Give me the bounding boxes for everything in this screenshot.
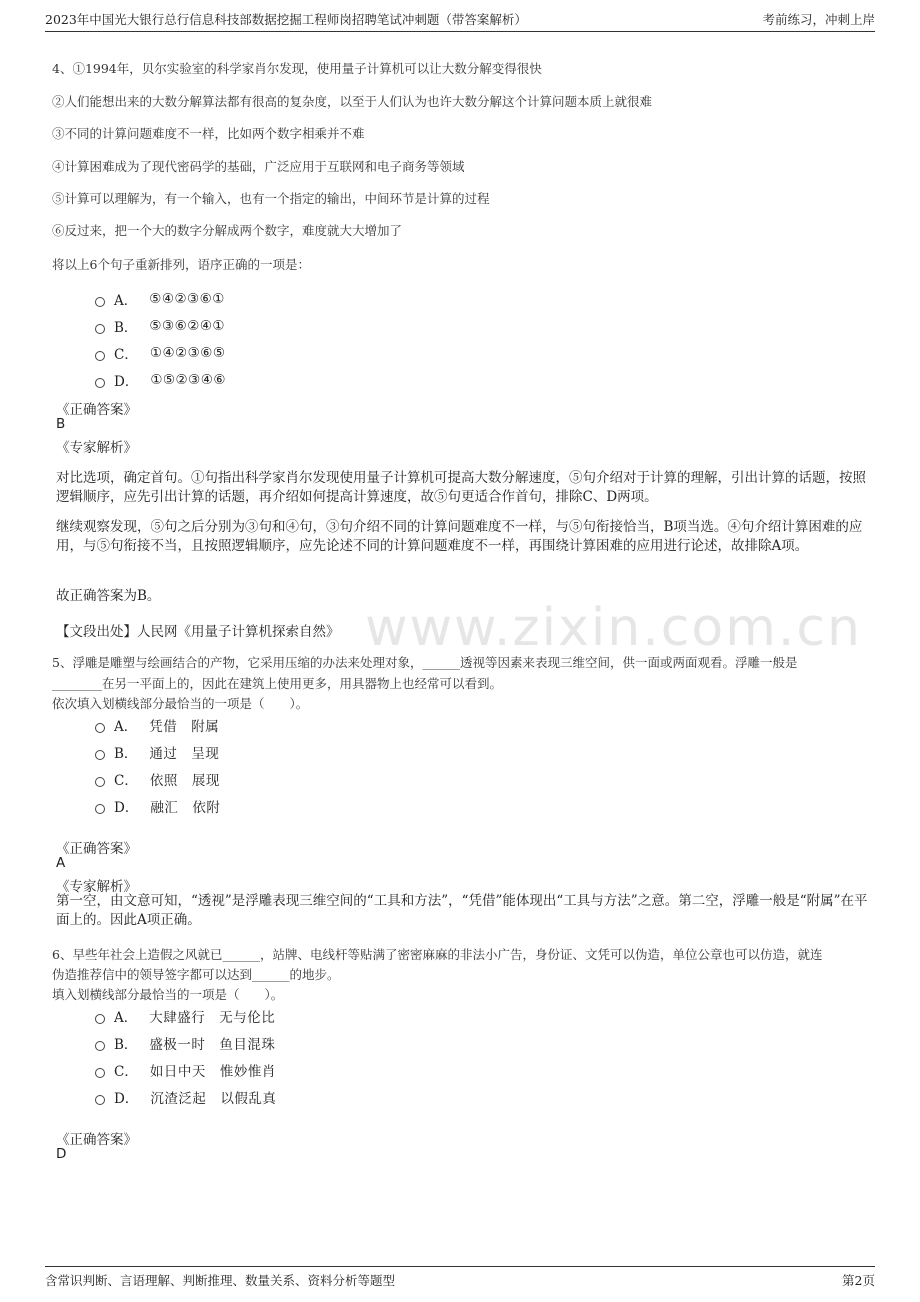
header-slogan: 考前练习，冲刺上岸 [762,12,875,27]
document-title: 2023年中国光大银行总行信息科技部数据挖掘工程师岗招聘笔试冲刺题（带答案解析） [45,12,527,27]
radio-icon[interactable] [95,324,105,334]
q5-stem-line-1: 5、浮雕是雕塑与绘画结合的产物，它采用压缩的办法来处理对象，______透视等因素来表现三维空间，供一面或两面观看。浮雕一般是 [52,655,798,670]
q4-option-c[interactable] [95,343,225,363]
q6-prompt: 填入划横线部分最恰当的一项是（ ）。 [52,987,284,1002]
q4-option-d[interactable] [95,370,226,390]
q6-option-b[interactable] [95,1033,275,1053]
option-text: 凭借 附属 [149,719,220,735]
option-letter: C． [114,347,138,363]
option-letter: C． [114,773,138,789]
radio-icon[interactable] [95,351,105,361]
q5-option-c[interactable] [95,769,220,789]
option-text: ①⑤②③④⑥ [150,372,226,388]
q5-option-d[interactable] [95,796,220,816]
option-text: ⑤④②③⑥① [149,291,225,307]
option-letter: C． [114,1064,138,1080]
option-text: 通过 呈现 [149,746,220,762]
radio-icon[interactable] [95,777,105,787]
option-text: ①④②③⑥⑤ [149,345,226,361]
q4-sentence-1: 4、①1994年，贝尔实验室的科学家肖尔发现，使用量子计算机可以让大数分解变得很快 [52,61,542,76]
radio-icon[interactable] [95,1014,105,1024]
q6-answer: D [56,1146,67,1162]
option-text: ⑤③⑥②④① [149,318,226,334]
radio-icon[interactable] [95,1041,105,1051]
q4-option-b[interactable] [95,316,225,336]
q4-analysis-para-3: 故正确答案为B。 [56,588,161,604]
radio-icon[interactable] [95,750,105,760]
watermark: www.zixin.com.cn [365,598,862,658]
q4-analysis-para-2: 继续观察发现，⑤句之后分别为③句和④句，③句介绍不同的计算问题难度不一样，与⑤句衔接恰当，B项当选。④句介绍计算困难的应用，与⑤句衔接不当，且按照逻辑顺序，应先论述不同的计算问题难度不一样，再围绕计算困难的应用进行论述，故排除A项。 [56,519,863,554]
q4-answer-label: 《正确答案》 [56,402,137,418]
q6-option-c[interactable] [95,1060,276,1080]
footer-topics: 含常识判断、言语理解、判断推理、数量关系、资料分析等题型 [45,1273,396,1288]
q4-sentence-3: ③不同的计算问题难度不一样，比如两个数字相乘并不难 [52,126,365,141]
option-letter: A． [114,293,138,309]
page-number: 第2页 [842,1273,875,1288]
q5-answer-label: 《正确答案》 [56,841,137,857]
q4-analysis-para-1: 对比选项，确定首句。①句指出科学家肖尔发现使用量子计算机可提高大数分解速度，⑤句介绍对于计算的理解，引出计算的话题，按照逻辑顺序，应先引出计算的话题，再介绍如何提高计算速度，故⑤句更适合作首句，排除C、D两项。 [56,470,866,505]
option-letter: A． [114,719,138,735]
radio-icon[interactable] [95,297,105,307]
radio-icon[interactable] [95,1068,105,1078]
option-text: 依照 展现 [149,773,220,789]
option-text: 大肆盛行 无与伦比 [149,1010,276,1026]
q5-option-a[interactable] [95,715,219,735]
q6-option-d[interactable] [95,1087,276,1107]
q5-answer: A [56,855,66,871]
q4-sentence-2: ②人们能想出来的大数分解算法都有很高的复杂度，以至于人们认为也许大数分解这个计算问题本质上就很难 [52,94,653,109]
q6-option-a[interactable] [95,1006,275,1026]
q6-answer-label: 《正确答案》 [56,1132,137,1148]
q5-analysis-label: 《专家解析》 [56,879,137,895]
q6-stem-line-2: 伪造推荐信中的领导签字都可以达到______的地步。 [52,967,340,982]
option-letter: B． [114,746,138,762]
q4-sentence-6: ⑥反过来，把一个大的数字分解成两个数字，难度就大大增加了 [52,223,403,238]
q4-source: 【文段出处】人民网《用量子计算机探索自然》 [56,624,340,640]
radio-icon[interactable] [95,1095,105,1105]
q6-stem-line-1: 6、早些年社会上造假之风就已______，站牌、电线杆等贴满了密密麻麻的非法小广告，身份证、文凭可以伪造，单位公章也可以仿造，就连 [52,947,823,962]
q4-sentence-4: ④计算困难成为了现代密码学的基础，广泛应用于互联网和电子商务等领域 [52,159,465,174]
option-letter: D． [114,374,139,390]
q4-analysis-label: 《专家解析》 [56,440,137,456]
q5-stem-line-2: ________在另一平面上的，因此在建筑上使用更多，用具器物上也经常可以看到。 [52,676,503,691]
q4-sentence-5: ⑤计算可以理解为，有一个输入，也有一个指定的输出，中间环节是计算的过程 [52,191,490,206]
option-text: 盛极一时 鱼目混珠 [149,1037,276,1053]
page-header [45,10,875,32]
q5-prompt: 依次填入划横线部分最恰当的一项是（ ）。 [52,696,309,711]
q5-analysis: 第一空，由文意可知，“透视”是浮雕表现三维空间的“工具和方法”，“凭借”能体现出“工具与方法”之意。第二空，浮雕一般是“附属”在平面上的。因此A项正确。 [56,893,868,928]
q4-prompt: 将以上6个句子重新排列，语序正确的一项是： [52,257,310,272]
option-letter: D． [114,1091,139,1107]
radio-icon[interactable] [95,723,105,733]
q5-option-b[interactable] [95,742,219,762]
radio-icon[interactable] [95,804,105,814]
q4-option-a[interactable] [95,289,225,309]
q4-answer: B [56,416,66,432]
option-letter: B． [114,320,138,336]
option-letter: A． [114,1010,138,1026]
option-text: 融汇 依附 [150,800,221,816]
option-letter: D． [114,800,139,816]
radio-icon[interactable] [95,378,105,388]
option-text: 如日中天 惟妙惟肖 [149,1064,276,1080]
option-letter: B． [114,1037,138,1053]
option-text: 沉渣泛起 以假乱真 [150,1091,277,1107]
page-footer [45,1266,875,1290]
